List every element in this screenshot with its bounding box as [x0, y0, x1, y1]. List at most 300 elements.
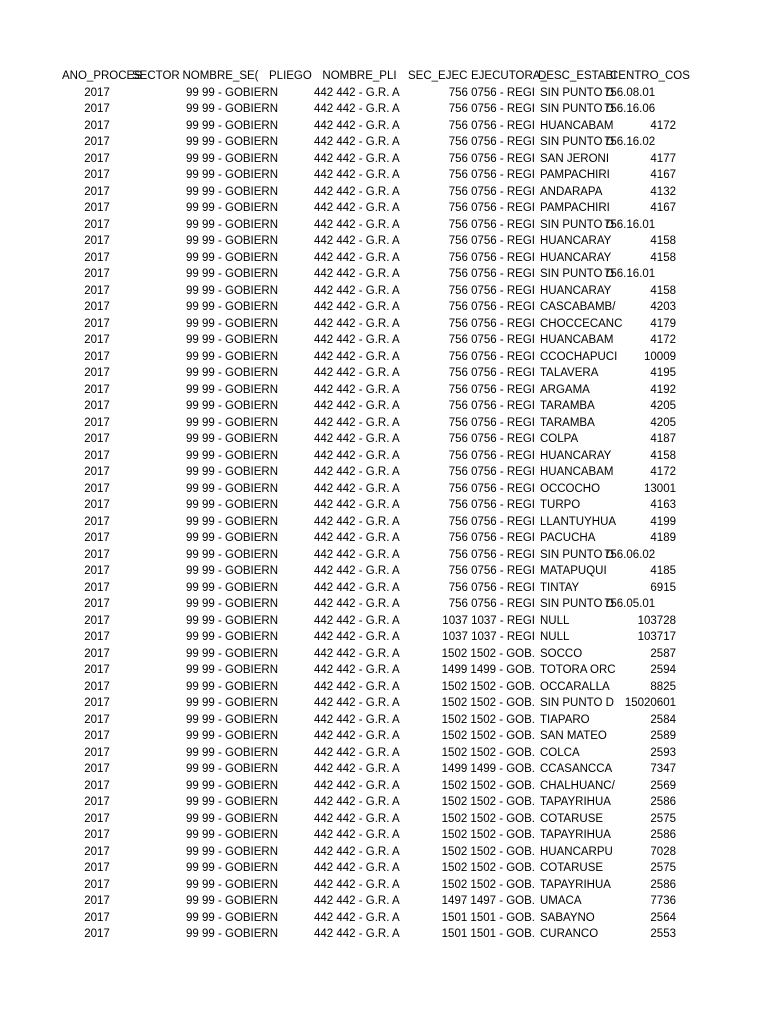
table-cell[interactable]: 4158 — [650, 284, 676, 297]
table-cell[interactable]: HUANCABAM — [540, 466, 614, 478]
table-cell[interactable]: CASCABAMB/ — [540, 301, 616, 313]
table-cell[interactable]: 2017 — [84, 383, 110, 396]
table-cell[interactable]: 442 442 - G.R. A — [314, 895, 400, 907]
table-cell[interactable]: SIN PUNTO D — [540, 598, 614, 610]
table-cell[interactable]: 99 99 - GOBIERN — [186, 664, 279, 676]
table-cell[interactable]: 442 442 - G.R. A — [314, 779, 400, 792]
table-cell[interactable]: 442 442 - G.R. A — [314, 202, 400, 214]
table-cell[interactable]: 4167 — [650, 169, 676, 181]
table-cell[interactable]: 756.16.01 — [604, 218, 656, 231]
table-cell[interactable]: 4205 — [650, 416, 676, 429]
table-cell[interactable]: 4158 — [650, 251, 676, 264]
table-cell[interactable]: SIN PUNTO D — [540, 136, 614, 148]
table-cell[interactable]: 756 0756 - REGI — [448, 185, 535, 198]
table-cell[interactable]: 99 99 - GOBIERN — [186, 317, 279, 330]
table-cell[interactable]: 2586 — [650, 829, 676, 841]
table-cell[interactable]: 442 442 - G.R. A — [314, 862, 400, 874]
table-cell[interactable]: 756 0756 - REGI — [448, 284, 535, 297]
table-cell[interactable]: 4163 — [650, 499, 676, 511]
table-cell[interactable]: 756 0756 - REGI — [448, 598, 535, 610]
table-cell[interactable]: 756 0756 - REGI — [448, 433, 535, 445]
table-cell[interactable]: 2017 — [84, 86, 110, 99]
table-cell[interactable]: 1499 1499 - GOB. — [441, 664, 535, 676]
table-cell[interactable]: 2017 — [84, 911, 110, 924]
table-cell[interactable]: 99 99 - GOBIERN — [186, 185, 279, 198]
table-cell[interactable]: HUANCABAM — [540, 119, 614, 132]
table-cell[interactable]: 99 99 - GOBIERN — [186, 647, 279, 660]
table-cell[interactable]: 99 99 - GOBIERN — [186, 218, 279, 231]
table-cell[interactable]: 99 99 - GOBIERN — [186, 779, 279, 792]
table-cell[interactable]: 2017 — [84, 878, 110, 891]
table-cell[interactable]: ANDARAPA — [540, 185, 603, 198]
table-cell[interactable]: 756 0756 - REGI — [448, 103, 535, 115]
table-cell[interactable]: 2589 — [650, 730, 676, 742]
table-cell[interactable]: 442 442 - G.R. A — [314, 86, 400, 99]
table-cell[interactable]: 756 0756 - REGI — [448, 334, 535, 346]
table-cell[interactable]: 1502 1502 - GOB. — [441, 845, 535, 858]
table-cell[interactable]: 2017 — [84, 746, 110, 759]
table-cell[interactable]: 1502 1502 - GOB. — [441, 730, 535, 742]
table-cell[interactable]: 99 99 - GOBIERN — [186, 713, 279, 726]
table-cell[interactable]: 99 99 - GOBIERN — [186, 103, 279, 115]
table-cell[interactable]: 4205 — [650, 400, 676, 412]
table-cell[interactable]: 442 442 - G.R. A — [314, 515, 400, 528]
table-cell[interactable]: 2586 — [650, 878, 676, 891]
table-cell[interactable]: 2017 — [84, 449, 110, 462]
table-cell[interactable]: 2017 — [84, 152, 110, 165]
table-cell[interactable]: PAMPACHIRI — [540, 169, 610, 181]
table-cell[interactable]: 756 0756 - REGI — [448, 449, 535, 462]
table-cell[interactable]: 442 442 - G.R. A — [314, 268, 400, 280]
table-cell[interactable]: 2017 — [84, 796, 110, 808]
table-cell[interactable]: 99 99 - GOBIERN — [186, 548, 279, 561]
table-cell[interactable]: 756 0756 - REGI — [448, 218, 535, 231]
table-cell[interactable]: TIAPARO — [540, 713, 590, 726]
table-cell[interactable]: TAPAYRIHUA — [540, 796, 611, 808]
table-cell[interactable]: 442 442 - G.R. A — [314, 383, 400, 396]
table-cell[interactable]: 99 99 - GOBIERN — [186, 796, 279, 808]
table-cell[interactable]: 442 442 - G.R. A — [314, 746, 400, 759]
table-cell[interactable]: HUANCARAY — [540, 449, 612, 462]
table-cell[interactable]: 99 99 - GOBIERN — [186, 598, 279, 610]
table-cell[interactable]: 99 99 - GOBIERN — [186, 515, 279, 528]
table-cell[interactable]: 2017 — [84, 829, 110, 841]
table-cell[interactable]: 756 0756 - REGI — [448, 367, 535, 379]
table-cell[interactable]: 442 442 - G.R. A — [314, 812, 400, 825]
table-cell[interactable]: COLCA — [540, 746, 580, 759]
table-cell[interactable]: 4158 — [650, 235, 676, 247]
table-cell[interactable]: 10009 — [644, 350, 676, 363]
table-cell[interactable]: 2017 — [84, 631, 110, 643]
table-cell[interactable]: 442 442 - G.R. A — [314, 416, 400, 429]
table-cell[interactable]: 756 0756 - REGI — [448, 86, 535, 99]
table-cell[interactable]: SIN PUNTO D — [540, 697, 614, 709]
header-cell[interactable]: SEC_EJEC — [408, 70, 468, 82]
table-cell[interactable]: 1501 1501 - GOB. — [441, 928, 535, 940]
table-cell[interactable]: 4179 — [650, 317, 676, 330]
table-cell[interactable]: CCASANCCA — [540, 763, 613, 775]
table-cell[interactable]: 99 99 - GOBIERN — [186, 284, 279, 297]
table-cell[interactable]: 2017 — [84, 614, 110, 627]
table-cell[interactable]: 442 442 - G.R. A — [314, 218, 400, 231]
table-cell[interactable]: 442 442 - G.R. A — [314, 713, 400, 726]
table-cell[interactable]: SIN PUNTO D — [540, 86, 614, 99]
table-cell[interactable]: UMACA — [540, 895, 582, 907]
table-cell[interactable]: COTARUSE — [540, 812, 604, 825]
table-cell[interactable]: 2017 — [84, 251, 110, 264]
table-cell[interactable]: 2569 — [650, 779, 676, 792]
table-cell[interactable]: 99 99 - GOBIERN — [186, 433, 279, 445]
table-cell[interactable]: 2017 — [84, 350, 110, 363]
table-cell[interactable]: 99 99 - GOBIERN — [186, 581, 279, 594]
table-cell[interactable]: 4172 — [650, 334, 676, 346]
table-cell[interactable]: 2017 — [84, 845, 110, 858]
table-cell[interactable]: 442 442 - G.R. A — [314, 235, 400, 247]
table-cell[interactable]: COLPA — [540, 433, 579, 445]
table-cell[interactable]: TAPAYRIHUA — [540, 829, 611, 841]
table-cell[interactable]: CCOCHAPUCI — [540, 350, 618, 363]
table-cell[interactable]: 442 442 - G.R. A — [314, 614, 400, 627]
header-cell[interactable]: PLIEGO — [269, 70, 312, 82]
table-cell[interactable]: SABAYNO — [540, 911, 595, 924]
table-cell[interactable]: 442 442 - G.R. A — [314, 350, 400, 363]
table-cell[interactable]: 442 442 - G.R. A — [314, 466, 400, 478]
table-cell[interactable]: OCCARALLA — [540, 680, 610, 693]
table-cell[interactable]: 99 99 - GOBIERN — [186, 416, 279, 429]
table-cell[interactable]: 442 442 - G.R. A — [314, 317, 400, 330]
table-cell[interactable]: SAN JERONI — [540, 152, 610, 165]
table-cell[interactable]: 4177 — [650, 152, 676, 165]
table-cell[interactable]: 756 0756 - REGI — [448, 565, 535, 577]
table-cell[interactable]: 756 0756 - REGI — [448, 482, 535, 495]
table-cell[interactable]: 4192 — [650, 383, 676, 396]
table-cell[interactable]: SIN PUNTO D — [540, 268, 614, 280]
table-cell[interactable]: 442 442 - G.R. A — [314, 631, 400, 643]
table-cell[interactable]: 2017 — [84, 136, 110, 148]
table-cell[interactable]: 756 0756 - REGI — [448, 268, 535, 280]
table-cell[interactable]: 2017 — [84, 730, 110, 742]
header-cell[interactable]: NOMBRE_SE( — [182, 70, 259, 82]
table-cell[interactable]: TAPAYRIHUA — [540, 878, 611, 891]
table-cell[interactable]: 2017 — [84, 862, 110, 874]
table-cell[interactable]: 442 442 - G.R. A — [314, 730, 400, 742]
table-cell[interactable]: PAMPACHIRI — [540, 202, 610, 214]
table-cell[interactable]: 2017 — [84, 763, 110, 775]
table-cell[interactable]: 99 99 - GOBIERN — [186, 862, 279, 874]
table-cell[interactable]: 103717 — [637, 631, 676, 643]
table-cell[interactable]: 2017 — [84, 532, 110, 544]
table-cell[interactable]: 2575 — [650, 812, 676, 825]
header-cell[interactable]: CENTRO_COS — [610, 70, 690, 82]
table-cell[interactable]: 99 99 - GOBIERN — [186, 482, 279, 495]
table-cell[interactable]: 1502 1502 - GOB. — [441, 713, 535, 726]
table-cell[interactable]: 99 99 - GOBIERN — [186, 301, 279, 313]
table-cell[interactable]: 756 0756 - REGI — [448, 317, 535, 330]
table-cell[interactable]: 15020601 — [624, 697, 676, 709]
table-cell[interactable]: 442 442 - G.R. A — [314, 680, 400, 693]
table-cell[interactable]: 99 99 - GOBIERN — [186, 235, 279, 247]
table-cell[interactable]: 756 0756 - REGI — [448, 400, 535, 412]
table-cell[interactable]: 2017 — [84, 680, 110, 693]
table-cell[interactable]: NULL — [540, 631, 570, 643]
table-cell[interactable]: 2017 — [84, 928, 110, 940]
table-cell[interactable]: 99 99 - GOBIERN — [186, 169, 279, 181]
table-cell[interactable]: 1499 1499 - GOB. — [441, 763, 535, 775]
table-cell[interactable]: 99 99 - GOBIERN — [186, 680, 279, 693]
table-cell[interactable]: 442 442 - G.R. A — [314, 136, 400, 148]
table-cell[interactable]: 2017 — [84, 334, 110, 346]
table-cell[interactable]: 442 442 - G.R. A — [314, 119, 400, 132]
table-cell[interactable]: 99 99 - GOBIERN — [186, 730, 279, 742]
table-cell[interactable]: 2017 — [84, 895, 110, 907]
table-cell[interactable]: 99 99 - GOBIERN — [186, 367, 279, 379]
table-cell[interactable]: 99 99 - GOBIERN — [186, 136, 279, 148]
table-cell[interactable]: 99 99 - GOBIERN — [186, 895, 279, 907]
table-cell[interactable]: 2586 — [650, 796, 676, 808]
table-cell[interactable]: 442 442 - G.R. A — [314, 284, 400, 297]
table-cell[interactable]: 442 442 - G.R. A — [314, 598, 400, 610]
table-cell[interactable]: 756 0756 - REGI — [448, 466, 535, 478]
table-cell[interactable]: 2017 — [84, 119, 110, 132]
table-cell[interactable]: 99 99 - GOBIERN — [186, 565, 279, 577]
table-cell[interactable]: 99 99 - GOBIERN — [186, 614, 279, 627]
table-cell[interactable]: 756 0756 - REGI — [448, 383, 535, 396]
table-cell[interactable]: 2017 — [84, 565, 110, 577]
table-cell[interactable]: 1502 1502 - GOB. — [441, 697, 535, 709]
table-cell[interactable]: CHOCCECANC — [540, 317, 623, 330]
table-cell[interactable]: 99 99 - GOBIERN — [186, 911, 279, 924]
table-cell[interactable]: 2587 — [650, 647, 676, 660]
table-cell[interactable]: 99 99 - GOBIERN — [186, 697, 279, 709]
table-cell[interactable]: TINTAY — [540, 581, 580, 594]
table-cell[interactable]: 442 442 - G.R. A — [314, 482, 400, 495]
table-cell[interactable]: 2017 — [84, 202, 110, 214]
table-cell[interactable]: 442 442 - G.R. A — [314, 928, 400, 940]
table-cell[interactable]: 2017 — [84, 713, 110, 726]
table-cell[interactable]: 99 99 - GOBIERN — [186, 449, 279, 462]
table-cell[interactable]: SIN PUNTO D — [540, 548, 614, 561]
table-cell[interactable]: 103728 — [637, 614, 676, 627]
table-cell[interactable]: 2017 — [84, 548, 110, 561]
table-cell[interactable]: 2575 — [650, 862, 676, 874]
table-cell[interactable]: 2017 — [84, 482, 110, 495]
table-cell[interactable]: HUANCARAY — [540, 235, 612, 247]
table-cell[interactable]: 1497 1497 - GOB. — [441, 895, 535, 907]
table-cell[interactable]: 99 99 - GOBIERN — [186, 532, 279, 544]
table-cell[interactable]: SAN MATEO — [540, 730, 607, 742]
table-cell[interactable]: 99 99 - GOBIERN — [186, 400, 279, 412]
table-cell[interactable]: 2017 — [84, 185, 110, 198]
table-cell[interactable]: 8825 — [650, 680, 676, 693]
table-cell[interactable]: 756 0756 - REGI — [448, 581, 535, 594]
table-cell[interactable]: 442 442 - G.R. A — [314, 251, 400, 264]
table-cell[interactable]: 442 442 - G.R. A — [314, 152, 400, 165]
table-cell[interactable]: 99 99 - GOBIERN — [186, 202, 279, 214]
table-cell[interactable]: 756 0756 - REGI — [448, 532, 535, 544]
table-cell[interactable]: HUANCABAM — [540, 334, 614, 346]
table-cell[interactable]: 4185 — [650, 565, 676, 577]
table-cell[interactable]: 756 0756 - REGI — [448, 152, 535, 165]
table-cell[interactable]: 2017 — [84, 301, 110, 313]
table-cell[interactable]: 99 99 - GOBIERN — [186, 383, 279, 396]
table-cell[interactable]: 442 442 - G.R. A — [314, 548, 400, 561]
table-cell[interactable]: 2017 — [84, 647, 110, 660]
table-cell[interactable]: 99 99 - GOBIERN — [186, 845, 279, 858]
table-cell[interactable]: TOTORA ORC — [540, 664, 616, 676]
table-cell[interactable]: PACUCHA — [540, 532, 596, 544]
table-cell[interactable]: 13001 — [644, 482, 676, 495]
table-cell[interactable]: MATAPUQUI — [540, 565, 607, 577]
table-cell[interactable]: 2017 — [84, 598, 110, 610]
table-cell[interactable]: 99 99 - GOBIERN — [186, 829, 279, 841]
table-cell[interactable]: 2553 — [650, 928, 676, 940]
table-cell[interactable]: 2564 — [650, 911, 676, 924]
table-cell[interactable]: 99 99 - GOBIERN — [186, 928, 279, 940]
table-cell[interactable]: 756 0756 - REGI — [448, 235, 535, 247]
table-cell[interactable]: 99 99 - GOBIERN — [186, 119, 279, 132]
table-cell[interactable]: 4199 — [650, 515, 676, 528]
table-cell[interactable]: 2017 — [84, 416, 110, 429]
table-cell[interactable]: 7347 — [650, 763, 676, 775]
header-cell[interactable]: ANO_PROCES — [62, 70, 142, 82]
table-cell[interactable]: 442 442 - G.R. A — [314, 169, 400, 181]
table-cell[interactable]: 442 442 - G.R. A — [314, 565, 400, 577]
table-cell[interactable]: 442 442 - G.R. A — [314, 911, 400, 924]
table-cell[interactable]: 442 442 - G.R. A — [314, 796, 400, 808]
table-cell[interactable]: 4187 — [650, 433, 676, 445]
table-cell[interactable]: 2017 — [84, 317, 110, 330]
table-cell[interactable]: 1502 1502 - GOB. — [441, 647, 535, 660]
table-cell[interactable]: 442 442 - G.R. A — [314, 845, 400, 858]
header-cell[interactable]: EJECUTORA_ — [471, 70, 547, 82]
table-cell[interactable]: 99 99 - GOBIERN — [186, 499, 279, 511]
table-cell[interactable]: 2593 — [650, 746, 676, 759]
table-cell[interactable]: 2017 — [84, 466, 110, 478]
table-cell[interactable]: 4172 — [650, 466, 676, 478]
table-cell[interactable]: 99 99 - GOBIERN — [186, 812, 279, 825]
table-cell[interactable]: 4132 — [650, 185, 676, 198]
table-cell[interactable]: LLANTUYHUA — [540, 515, 617, 528]
table-cell[interactable]: 99 99 - GOBIERN — [186, 763, 279, 775]
table-cell[interactable]: COTARUSE — [540, 862, 604, 874]
table-cell[interactable]: 442 442 - G.R. A — [314, 581, 400, 594]
table-cell[interactable]: 442 442 - G.R. A — [314, 763, 400, 775]
table-cell[interactable]: 442 442 - G.R. A — [314, 433, 400, 445]
table-cell[interactable]: 7028 — [650, 845, 676, 858]
table-cell[interactable]: NULL — [540, 614, 570, 627]
table-cell[interactable]: TURPO — [540, 499, 581, 511]
table-cell[interactable]: TALAVERA — [540, 367, 599, 379]
table-cell[interactable]: 756 0756 - REGI — [448, 350, 535, 363]
table-cell[interactable]: 1501 1501 - GOB. — [441, 911, 535, 924]
table-cell[interactable]: 756 0756 - REGI — [448, 416, 535, 429]
table-cell[interactable]: TARAMBA — [540, 400, 595, 412]
table-cell[interactable]: 1502 1502 - GOB. — [441, 779, 535, 792]
table-cell[interactable]: 99 99 - GOBIERN — [186, 631, 279, 643]
table-cell[interactable]: 1037 1037 - REGI — [442, 614, 535, 627]
table-cell[interactable]: 756 0756 - REGI — [448, 136, 535, 148]
table-cell[interactable]: 442 442 - G.R. A — [314, 334, 400, 346]
table-cell[interactable]: 756 0756 - REGI — [448, 515, 535, 528]
table-cell[interactable]: 4195 — [650, 367, 676, 379]
table-cell[interactable]: 2017 — [84, 812, 110, 825]
table-cell[interactable]: SIN PUNTO D — [540, 218, 614, 231]
table-cell[interactable]: 2017 — [84, 284, 110, 297]
table-cell[interactable]: 2017 — [84, 664, 110, 676]
table-cell[interactable]: 2017 — [84, 103, 110, 115]
table-cell[interactable]: CHALHUANC/ — [540, 779, 615, 792]
table-cell[interactable]: 2017 — [84, 697, 110, 709]
table-cell[interactable]: 442 442 - G.R. A — [314, 499, 400, 511]
table-cell[interactable]: 6915 — [650, 581, 676, 594]
table-cell[interactable]: 99 99 - GOBIERN — [186, 350, 279, 363]
table-cell[interactable]: 2017 — [84, 400, 110, 412]
table-cell[interactable]: 756 0756 - REGI — [448, 202, 535, 214]
table-cell[interactable]: 442 442 - G.R. A — [314, 301, 400, 313]
table-cell[interactable]: 99 99 - GOBIERN — [186, 334, 279, 346]
table-cell[interactable]: 756 0756 - REGI — [448, 548, 535, 561]
table-cell[interactable]: 2017 — [84, 779, 110, 792]
table-cell[interactable]: 1502 1502 - GOB. — [441, 796, 535, 808]
table-cell[interactable]: ARGAMA — [540, 383, 590, 396]
table-cell[interactable]: CURANCO — [540, 928, 599, 940]
table-cell[interactable]: 1502 1502 - GOB. — [441, 680, 535, 693]
table-cell[interactable]: SIN PUNTO D — [540, 103, 614, 115]
table-cell[interactable]: 442 442 - G.R. A — [314, 367, 400, 379]
table-cell[interactable]: 4203 — [650, 301, 676, 313]
table-cell[interactable]: 4158 — [650, 449, 676, 462]
table-cell[interactable]: 442 442 - G.R. A — [314, 185, 400, 198]
table-cell[interactable]: 99 99 - GOBIERN — [186, 746, 279, 759]
table-cell[interactable]: 756.16.01 — [604, 268, 656, 280]
table-cell[interactable]: 1502 1502 - GOB. — [441, 812, 535, 825]
table-cell[interactable]: 1502 1502 - GOB. — [441, 746, 535, 759]
table-cell[interactable]: 442 442 - G.R. A — [314, 697, 400, 709]
table-cell[interactable]: 756.16.02 — [604, 136, 656, 148]
table-cell[interactable]: 99 99 - GOBIERN — [186, 152, 279, 165]
table-cell[interactable]: 2017 — [84, 515, 110, 528]
table-cell[interactable]: 756.06.02 — [604, 548, 656, 561]
table-cell[interactable]: 756.05.01 — [604, 598, 656, 610]
table-cell[interactable]: 1502 1502 - GOB. — [441, 862, 535, 874]
table-cell[interactable]: 99 99 - GOBIERN — [186, 466, 279, 478]
table-cell[interactable]: HUANCARAY — [540, 284, 612, 297]
table-cell[interactable]: 756 0756 - REGI — [448, 251, 535, 264]
table-cell[interactable]: 442 442 - G.R. A — [314, 647, 400, 660]
table-cell[interactable]: 1502 1502 - GOB. — [441, 878, 535, 891]
header-cell[interactable]: SECTOR — [132, 70, 180, 82]
table-cell[interactable]: 2017 — [84, 433, 110, 445]
table-cell[interactable]: 442 442 - G.R. A — [314, 878, 400, 891]
table-cell[interactable]: 1037 1037 - REGI — [442, 631, 535, 643]
table-cell[interactable]: HUANCARAY — [540, 251, 612, 264]
header-cell[interactable]: DESC_ESTABI — [538, 70, 617, 82]
header-cell[interactable]: NOMBRE_PLI — [322, 70, 397, 82]
table-cell[interactable]: OCCOCHO — [540, 482, 601, 495]
table-cell[interactable]: 2017 — [84, 268, 110, 280]
table-cell[interactable]: 99 99 - GOBIERN — [186, 878, 279, 891]
table-cell[interactable]: 99 99 - GOBIERN — [186, 251, 279, 264]
table-cell[interactable]: 756 0756 - REGI — [448, 119, 535, 132]
table-cell[interactable]: HUANCARPU — [540, 845, 613, 858]
table-cell[interactable]: 442 442 - G.R. A — [314, 103, 400, 115]
table-cell[interactable]: 2594 — [650, 664, 676, 676]
table-cell[interactable]: 442 442 - G.R. A — [314, 400, 400, 412]
table-cell[interactable]: 4167 — [650, 202, 676, 214]
table-cell[interactable]: 756 0756 - REGI — [448, 499, 535, 511]
table-cell[interactable]: 2017 — [84, 581, 110, 594]
table-cell[interactable]: 442 442 - G.R. A — [314, 829, 400, 841]
